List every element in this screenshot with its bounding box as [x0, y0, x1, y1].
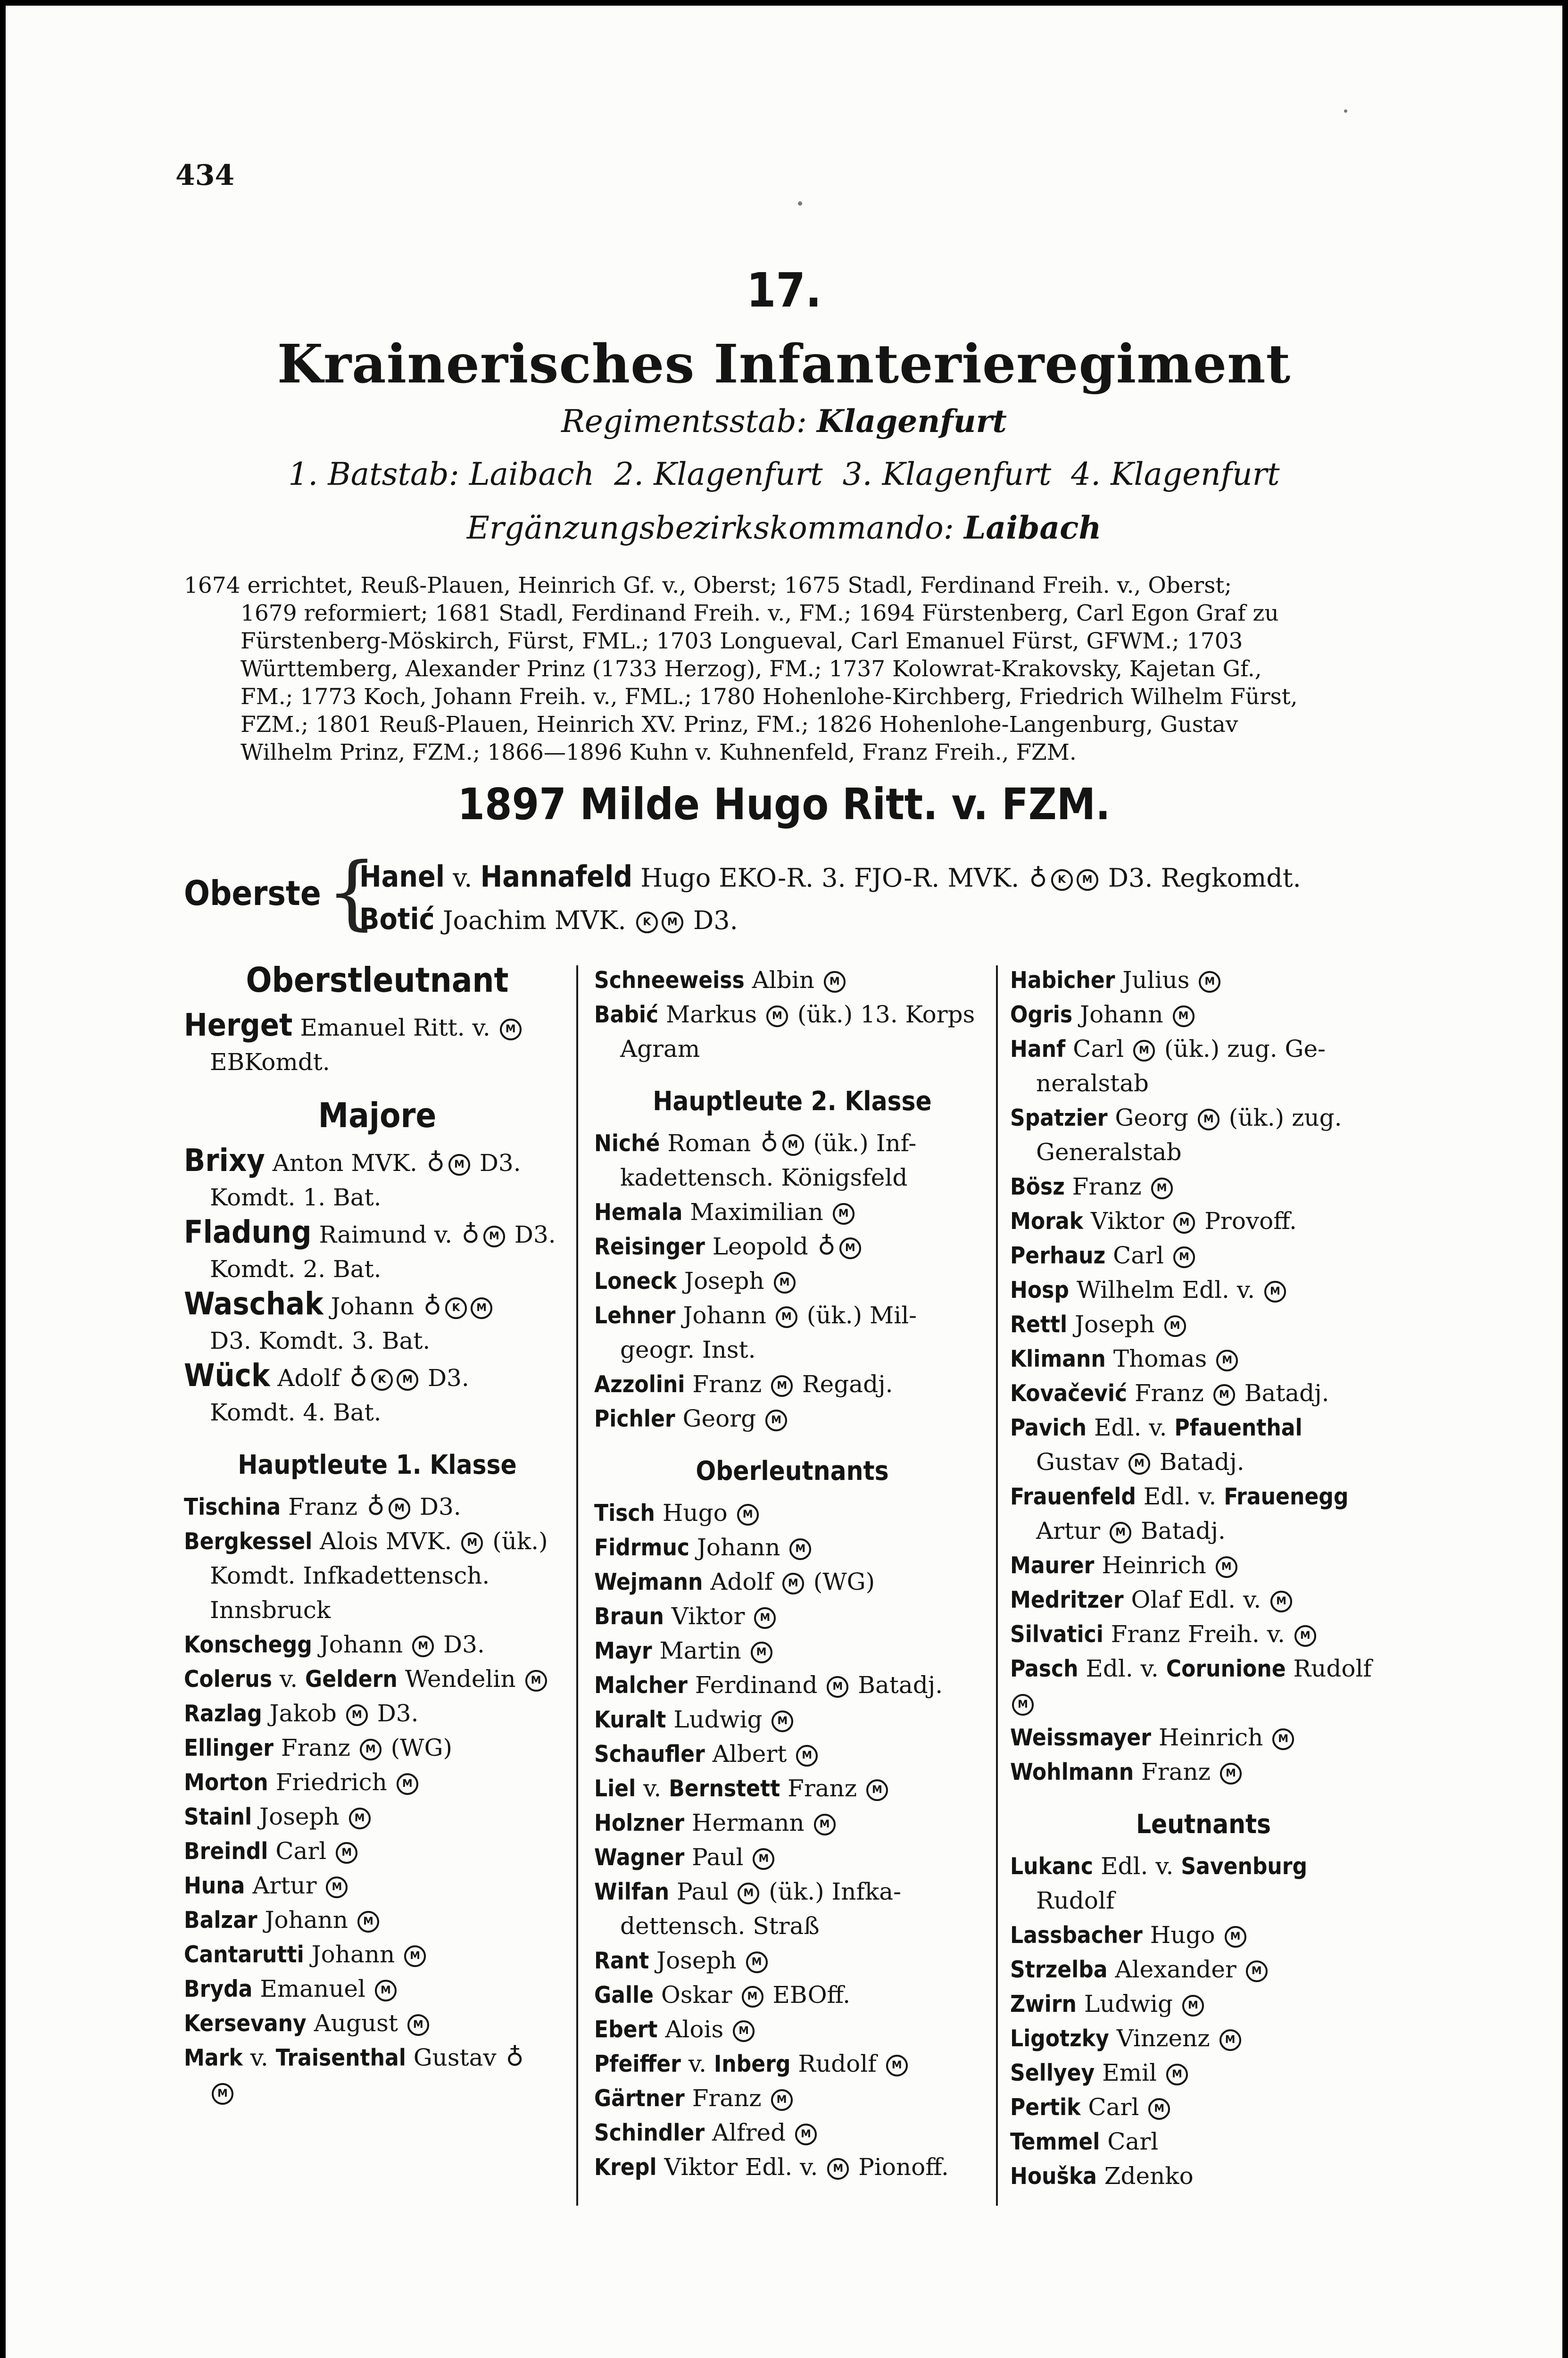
list-item: Lehner Johann M (ük.) Mil- geogr. Inst.	[594, 1302, 917, 1363]
section-heading: Oberleutnants	[696, 1456, 889, 1486]
staff-label: Regimentsstab:	[561, 403, 807, 440]
list-item: Rant Joseph M	[594, 1943, 990, 1978]
section-heading: Majore	[318, 1096, 437, 1135]
m-medal-icon: M	[1110, 1522, 1131, 1544]
m-medal-icon: M	[1264, 1281, 1286, 1303]
list-item: Azzolini Franz M Regadj.	[594, 1370, 893, 1398]
list-item: Ligotzky Vinzenz M	[1010, 2021, 1397, 2056]
list-item: Waschak Johann ♁ K M D3. Komdt. 3. Bat.	[184, 1287, 571, 1358]
regiment-title: Krainerisches Infanterieregiment	[277, 333, 1291, 395]
list-item: Brixy Anton MVK. ♁ M D3. Komdt. 1. Bat.	[184, 1142, 521, 1211]
m-medal-icon: M	[751, 1642, 772, 1663]
m-medal-icon: M	[1166, 2064, 1188, 2085]
inhaber-line: 1897 Milde Hugo Ritt. v. FZM.	[457, 779, 1111, 830]
m-medal-icon: M	[742, 1986, 763, 2008]
m-medal-icon: M	[839, 1237, 861, 1259]
list-item: Malcher Ferdinand M Batadj.	[594, 1671, 943, 1699]
list-item: Bergkessel Alois MVK. M (ük.) Komdt. Infkadettensch. Innsbruck	[184, 1528, 548, 1624]
k-medal-icon: K	[636, 912, 658, 933]
m-medal-icon: M	[1270, 1591, 1292, 1612]
m-medal-icon: M	[375, 1980, 397, 2001]
k-medal-icon: K	[445, 1297, 467, 1319]
m-medal-icon: M	[1213, 1384, 1235, 1406]
m-medal-icon: M	[827, 1676, 848, 1698]
history-line: Wilhelm Prinz, FZM.; 1866—1896 Kuhn v. Kuhnenfeld, Franz Freih., FZM.	[241, 739, 1077, 765]
m-medal-icon: M	[1133, 1040, 1155, 1062]
list-item: Wejmann Adolf M (WG)	[594, 1568, 875, 1595]
list-item: Ogris Johann M	[1010, 997, 1397, 1032]
m-medal-icon: M	[814, 1814, 836, 1835]
column-1	[184, 960, 571, 2109]
cross-icon: ♁	[461, 1221, 480, 1249]
oberst-botic: Botić Joachim MVK. K M D3.	[359, 902, 738, 936]
m-medal-icon: M	[771, 1375, 793, 1397]
m-medal-icon: M	[662, 912, 683, 933]
list-item: Herget Emanuel Ritt. v. M EBKomdt.	[184, 1008, 571, 1079]
m-medal-icon: M	[407, 2014, 429, 2036]
oberste-label: Oberste	[184, 873, 321, 913]
m-medal-icon: M	[1216, 1350, 1238, 1371]
list-item: Babić Markus M (ük.) 13. Korps Agram	[594, 1001, 975, 1063]
page-number: 434	[175, 159, 235, 192]
list-item: Wohlmann Franz M	[1010, 1755, 1397, 1789]
list-item: Pavich Edl. v. Pfauenthal Gustav M Batadj.	[1010, 1414, 1303, 1476]
m-medal-icon: M	[1151, 1178, 1173, 1199]
m-medal-icon: M	[1272, 1728, 1294, 1750]
list-item: Ebert Alois M	[594, 2012, 990, 2047]
m-medal-icon: M	[1216, 1556, 1237, 1578]
m-medal-icon: M	[346, 1704, 368, 1726]
m-medal-icon: M	[886, 2055, 908, 2076]
m-medal-icon: M	[733, 2020, 755, 2042]
list-item: Braun Viktor M	[594, 1599, 990, 1634]
m-medal-icon: M	[1148, 2098, 1170, 2120]
list-item: Kuralt Ludwig M	[594, 1702, 990, 1737]
m-medal-icon: M	[766, 1005, 788, 1027]
history-line: 1674 errichtet, Reuß-Plauen, Heinrich Gf. v., Oberst; 1675 Stadl, Ferdinand Freih. v., Oberst;	[184, 573, 1232, 598]
list-item: Kersevany August M	[184, 2006, 571, 2041]
history-line: FZM.; 1801 Reuß-Plauen, Heinrich XV. Prinz, FM.; 1826 Hohenlohe-Langenburg, Gustav	[241, 712, 1238, 738]
cross-icon: ♁	[506, 2043, 524, 2072]
list-item: Temmel Carl	[1010, 2128, 1159, 2155]
k-medal-icon: K	[371, 1369, 393, 1391]
list-item: Pasch Edl. v. Corunione Rudolf M	[1010, 1652, 1397, 1720]
print-speck	[798, 201, 802, 206]
brace: {	[326, 846, 378, 939]
m-medal-icon: M	[795, 2124, 817, 2145]
m-medal-icon: M	[1246, 1960, 1268, 1982]
list-item: Weissmayer Heinrich M	[1010, 1720, 1397, 1755]
recruiting-place: Laibach	[963, 509, 1102, 546]
history-line: Fürstenberg-Möskirch, Fürst, FML.; 1703 Longueval, Carl Emanuel Fürst, GFWM.; 1703	[241, 628, 1243, 654]
m-medal-icon: M	[1220, 1763, 1242, 1785]
m-medal-icon: M	[753, 1848, 774, 1870]
list-item: Holzner Hermann M	[594, 1806, 990, 1840]
m-medal-icon: M	[771, 2089, 793, 2111]
cross-icon: ♁	[1029, 864, 1047, 893]
list-item: Niché Roman ♁ M (ük.) Inf- kadettensch. Königsfeld	[594, 1129, 917, 1191]
list-item: Mayr Martin M	[594, 1634, 990, 1668]
m-medal-icon: M	[746, 1951, 768, 1973]
k-medal-icon: K	[1051, 869, 1073, 891]
list-item: Razlag Jakob M D3.	[184, 1700, 419, 1727]
list-item: Loneck Joseph M	[594, 1264, 990, 1298]
list-item: Schneeweiss Albin M	[594, 963, 990, 997]
m-medal-icon: M	[404, 1945, 426, 1967]
list-item: Cantarutti Johann M	[184, 1937, 571, 1972]
list-item: Bösz Franz M	[1010, 1170, 1397, 1204]
recruiting-line	[6, 509, 1562, 546]
section-heading: Hauptleute 2. Klasse	[653, 1086, 932, 1117]
cross-icon: ♁	[760, 1129, 779, 1157]
list-item: Fidrmuc Johann M	[594, 1530, 990, 1565]
m-medal-icon: M	[1164, 1315, 1186, 1337]
list-item: Ellinger Franz M (WG)	[184, 1734, 453, 1761]
cross-icon: ♁	[349, 1364, 368, 1392]
m-medal-icon: M	[336, 1842, 357, 1864]
recruiting-label: Ergänzungsbezirkskommando:	[466, 510, 954, 546]
list-item: Gärtner Franz M	[594, 2081, 990, 2116]
list-item: Medritzer Olaf Edl. v. M	[1010, 1583, 1397, 1617]
m-medal-icon: M	[349, 1808, 371, 1829]
list-item: Pertik Carl M	[1010, 2090, 1397, 2125]
list-item: Rettl Joseph M	[1010, 1307, 1397, 1342]
list-item: Balzar Johann M	[184, 1903, 571, 1937]
staff-line	[6, 403, 1562, 440]
m-medal-icon: M	[1173, 1246, 1195, 1268]
list-item: Wagner Paul M	[594, 1840, 990, 1875]
list-item: Mark v. Traisenthal Gustav ♁ M	[184, 2041, 571, 2109]
m-medal-icon: M	[1294, 1625, 1316, 1647]
list-item: Wilfan Paul M (ük.) Infka- dettensch. Straß	[594, 1878, 901, 1940]
cross-icon: ♁	[426, 1149, 445, 1177]
m-medal-icon: M	[1198, 1109, 1220, 1130]
m-medal-icon: M	[765, 1410, 787, 1431]
list-item: Habicher Julius M	[1010, 963, 1397, 997]
m-medal-icon: M	[827, 2158, 849, 2180]
list-item: Konschegg Johann M D3.	[184, 1631, 485, 1658]
m-medal-icon: M	[1128, 1453, 1150, 1475]
list-item: Silvatici Franz Freih. v. M	[1010, 1617, 1397, 1652]
m-medal-icon: M	[782, 1134, 804, 1156]
list-item: Houška Zdenko	[1010, 2162, 1194, 2190]
m-medal-icon: M	[782, 1573, 804, 1594]
m-medal-icon: M	[471, 1297, 492, 1319]
m-medal-icon: M	[483, 1226, 505, 1247]
m-medal-icon: M	[776, 1306, 797, 1328]
cross-icon: ♁	[366, 1493, 385, 1521]
list-item: Schaufler Albert M	[594, 1737, 990, 1771]
list-item: Maurer Heinrich M	[1010, 1548, 1397, 1583]
history-line: Württemberg, Alexander Prinz (1733 Herzog), FM.; 1737 Kolowrat-Krakovsky, Kajetan Gf.,	[241, 656, 1262, 682]
list-item: Pfeiffer v. Inberg Rudolf M	[594, 2047, 990, 2081]
battalions-line: 1. Batstab: Laibach 2. Klagenfurt 3. Klagenfurt 4. Klagenfurt	[288, 456, 1280, 492]
m-medal-icon: M	[360, 1739, 382, 1760]
m-medal-icon: M	[1173, 1005, 1195, 1027]
list-item: Frauenfeld Edl. v. Frauenegg Artur M Batadj.	[1010, 1483, 1349, 1544]
m-medal-icon: M	[1012, 1694, 1034, 1716]
m-medal-icon: M	[754, 1607, 776, 1629]
m-medal-icon: M	[326, 1876, 348, 1898]
list-item: Morton Friedrich M	[184, 1765, 571, 1800]
regiment-number: 17.	[746, 263, 822, 318]
list-item: Wück Adolf ♁ K M D3. Komdt. 4. Bat.	[184, 1357, 469, 1426]
list-item: Tisch Hugo M	[594, 1496, 990, 1530]
list-item: Reisinger Leopold ♁ M	[594, 1229, 990, 1264]
list-item: Kovačević Franz M Batadj.	[1010, 1379, 1329, 1407]
list-item: Strzelba Alexander M	[1010, 1952, 1397, 1987]
m-medal-icon: M	[796, 1745, 818, 1767]
column-3	[1010, 963, 1397, 2193]
section-heading: Hauptleute 1. Klasse	[238, 1450, 517, 1480]
list-item: Lukanc Edl. v. Savenburg Rudolf	[1010, 1852, 1308, 1914]
m-medal-icon: M	[212, 2083, 233, 2105]
page	[6, 6, 1562, 2358]
print-speck	[1344, 109, 1347, 113]
m-medal-icon: M	[1220, 2029, 1241, 2051]
m-medal-icon: M	[389, 1498, 410, 1519]
list-item: Colerus v. Geldern Wendelin M	[184, 1662, 571, 1696]
column-divider	[996, 965, 998, 2206]
m-medal-icon: M	[1225, 1926, 1246, 1948]
list-item: Tischina Franz ♁ M D3.	[184, 1493, 461, 1521]
m-medal-icon: M	[772, 1710, 793, 1732]
m-medal-icon: M	[774, 1272, 796, 1294]
m-medal-icon: M	[357, 1911, 379, 1933]
m-medal-icon: M	[461, 1532, 483, 1554]
staff-place: Klagenfurt	[816, 403, 1007, 440]
m-medal-icon: M	[397, 1773, 418, 1795]
cross-icon: ♁	[817, 1232, 836, 1261]
m-medal-icon: M	[866, 1779, 888, 1801]
m-medal-icon: M	[737, 1504, 759, 1526]
section-heading: Oberstleutnant	[246, 960, 509, 1000]
m-medal-icon: M	[1182, 1995, 1204, 2017]
list-item: Zwirn Ludwig M	[1010, 1987, 1397, 2021]
history-line: FM.; 1773 Koch, Johann Freih. v., FML.; 1780 Hohenlohe-Kirchberg, Friedrich Wilhelm Fürst,	[241, 684, 1298, 710]
list-item: Stainl Joseph M	[184, 1800, 571, 1834]
list-item: Breindl Carl M	[184, 1834, 571, 1868]
list-item: Bryda Emanuel M	[184, 1972, 571, 2006]
m-medal-icon: M	[500, 1019, 522, 1040]
m-medal-icon: M	[833, 1203, 855, 1225]
list-item: Fladung Raimund v. ♁ M D3. Komdt. 2. Bat.	[184, 1214, 556, 1283]
list-item: Sellyey Emil M	[1010, 2056, 1397, 2090]
history-paragraph	[184, 572, 1391, 766]
m-medal-icon: M	[1077, 869, 1098, 891]
list-item: Hosp Wilhelm Edl. v. M	[1010, 1273, 1397, 1307]
m-medal-icon: M	[738, 1883, 759, 1904]
list-item: Hemala Maximilian M	[594, 1195, 990, 1229]
list-item: Hanf Carl M (ük.) zug. Ge- neralstab	[1010, 1035, 1326, 1097]
column-2	[594, 963, 990, 2184]
m-medal-icon: M	[412, 1636, 434, 1657]
section-heading: Leutnants	[1136, 1809, 1271, 1840]
cross-icon: ♁	[423, 1292, 442, 1320]
m-medal-icon: M	[1199, 971, 1220, 993]
column-divider	[576, 965, 578, 2206]
history-line: 1679 reformiert; 1681 Stadl, Ferdinand Freih. v., FM.; 1694 Fürstenberg, Carl Egon Graf zu	[241, 600, 1279, 626]
list-item: Spatzier Georg M (ük.) zug. Generalstab	[1010, 1104, 1342, 1166]
list-item: Huna Artur M	[184, 1868, 571, 1903]
list-item: Galle Oskar M EBOff.	[594, 1981, 851, 2009]
m-medal-icon: M	[397, 1369, 418, 1391]
list-item: Liel v. Bernstett Franz M	[594, 1771, 990, 1806]
list-item: Lassbacher Hugo M	[1010, 1918, 1397, 1952]
m-medal-icon: M	[824, 971, 846, 993]
m-medal-icon: M	[448, 1154, 470, 1176]
list-item: Klimann Thomas M	[1010, 1342, 1397, 1376]
list-item: Krepl Viktor Edl. v. M Pionoff.	[594, 2153, 949, 2181]
oberst-hanel: Hanel v. Hannafeld Hugo EKO-R. 3. FJO-R. MVK. ♁ K M D3. Regkomdt.	[359, 859, 1301, 894]
list-item: Perhauz Carl M	[1010, 1238, 1397, 1273]
list-item: Pichler Georg M	[594, 1402, 990, 1436]
m-medal-icon: M	[525, 1670, 547, 1692]
list-item: Morak Viktor M Provoff.	[1010, 1207, 1297, 1235]
m-medal-icon: M	[789, 1538, 811, 1560]
m-medal-icon: M	[1173, 1212, 1195, 1234]
list-item: Schindler Alfred M	[594, 2116, 990, 2150]
